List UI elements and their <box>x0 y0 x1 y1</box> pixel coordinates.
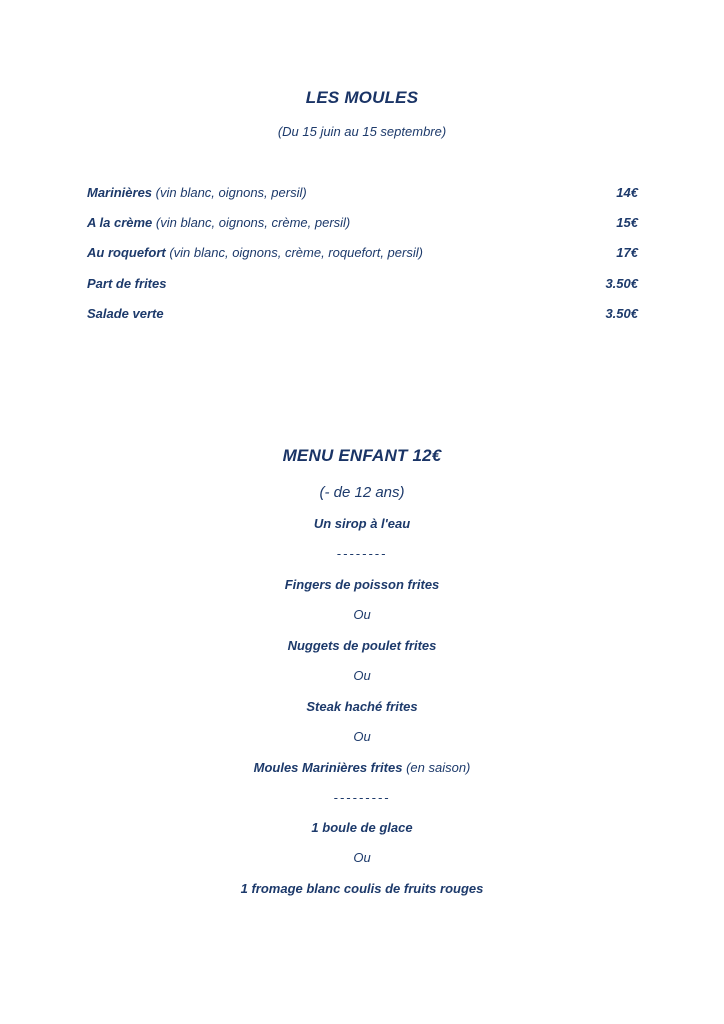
item-name: Salade verte <box>87 306 164 321</box>
menu-item-creme <box>87 215 638 233</box>
item-name: A la crème <box>87 215 153 230</box>
enfant-main-3: Steak haché frites <box>306 699 418 714</box>
or-label: Ou <box>353 729 371 744</box>
moules-subtitle: (Du 15 juin au 15 septembre) <box>277 124 447 139</box>
enfant-subtitle: (- de 12 ans) <box>319 484 405 501</box>
enfant-drink: Un sirop à l'eau <box>313 516 411 531</box>
separator: -------- <box>336 546 388 561</box>
or-label: Ou <box>353 607 371 622</box>
item-price: 17€ <box>616 245 638 260</box>
menu-item-salade <box>87 306 638 324</box>
item-price: 14€ <box>616 185 638 200</box>
item-name: Part de frites <box>87 276 167 291</box>
item-name: Marinières <box>87 185 153 200</box>
menu-item-roquefort <box>87 245 638 263</box>
item-price: 3.50€ <box>605 276 638 291</box>
item-price: 15€ <box>616 215 638 230</box>
enfant-title: MENU ENFANT 12€ <box>282 446 442 465</box>
menu-item-frites <box>87 276 638 294</box>
item-description: (vin blanc, oignons, crème, roquefort, persil) <box>165 245 423 260</box>
or-label: Ou <box>353 668 371 683</box>
enfant-main-2: Nuggets de poulet frites <box>287 638 437 653</box>
enfant-main-4 <box>0 760 724 775</box>
item-description: (vin blanc, oignons, crème, persil) <box>152 215 351 230</box>
enfant-main-4-name: Moules Marinières frites <box>253 760 403 775</box>
or-label: Ou <box>353 850 371 865</box>
enfant-dessert-2: 1 fromage blanc coulis de fruits rouges <box>240 881 484 896</box>
moules-title: LES MOULES <box>305 88 419 107</box>
item-description: (vin blanc, oignons, persil) <box>152 185 307 200</box>
separator: --------- <box>333 790 391 805</box>
enfant-dessert-1: 1 boule de glace <box>311 820 413 835</box>
item-name: Au roquefort <box>87 245 166 260</box>
menu-item-marinieres <box>87 185 638 203</box>
enfant-main-4-note: (en saison) <box>402 760 471 775</box>
enfant-main-1: Fingers de poisson frites <box>284 577 440 592</box>
item-price: 3.50€ <box>605 306 638 321</box>
